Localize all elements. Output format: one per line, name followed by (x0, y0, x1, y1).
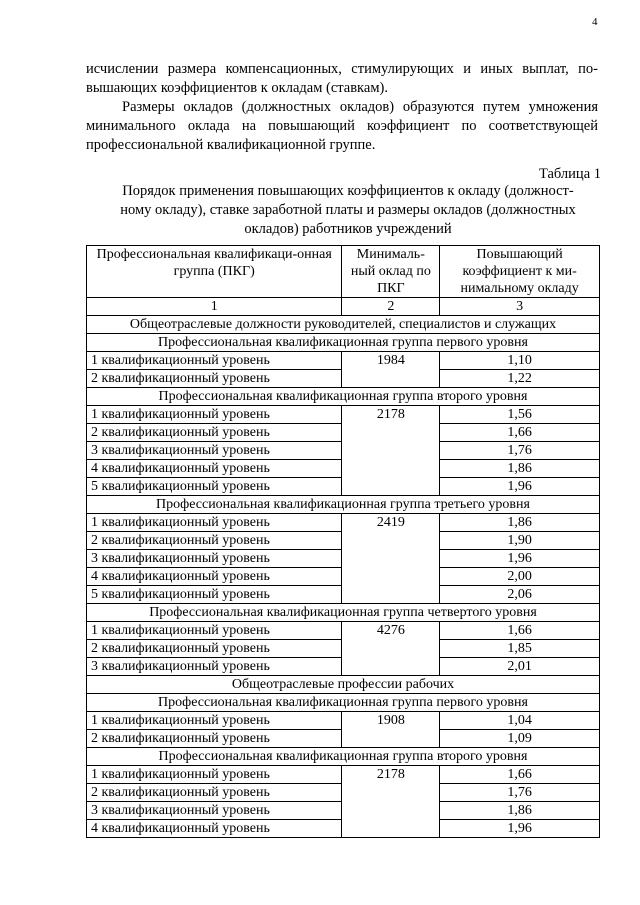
group-title: Профессиональная квалификационная группа первого уровня (87, 694, 600, 712)
group-row (87, 496, 600, 514)
section-title: Общеотраслевые должности руководителей, специалистов и служащих (87, 316, 600, 334)
column-number-row (87, 298, 600, 316)
intro-paragraph-2: Размеры окладов (должностных окладов) образуются путем умножения минимального оклада на повышающий коэффициент по соответствующей профессиональной квалификационной группе. (86, 99, 598, 153)
min-salary: 1984 (342, 352, 440, 388)
level-name: 2 квалификационный уровень (87, 532, 342, 550)
level-row (87, 766, 600, 784)
group-title: Профессиональная квалификационная группа четвертого уровня (87, 604, 600, 622)
column-number: 2 (342, 298, 440, 316)
level-name: 5 квалификационный уровень (87, 586, 342, 604)
min-salary: 2178 (342, 406, 440, 496)
group-title: Профессиональная квалификационная группа третьего уровня (87, 496, 600, 514)
level-name: 2 квалификационный уровень (87, 640, 342, 658)
level-name: 3 квалификационный уровень (87, 442, 342, 460)
intro-paragraph-1: исчислении размера компенсационных, стимулирующих и иных выплат, по-вышающих коэффициентов к окладам (ставкам). (86, 61, 598, 96)
level-name: 1 квалификационный уровень (87, 406, 342, 424)
level-name: 2 квалификационный уровень (87, 730, 342, 748)
coefficient-value: 1,10 (440, 352, 600, 370)
table-caption: Порядок применения повышающих коэффициентов к окладу (должност-ному окладу), ставке заработной платы и размеры окладов (должностных окладов) работников учреждений (120, 183, 576, 237)
group-row (87, 748, 600, 766)
level-name: 4 квалификационный уровень (87, 568, 342, 586)
level-row (87, 514, 600, 532)
coefficient-value: 1,85 (440, 640, 600, 658)
level-name: 3 квалификационный уровень (87, 802, 342, 820)
min-salary: 2419 (342, 514, 440, 604)
section-row (87, 676, 600, 694)
group-row (87, 388, 600, 406)
level-row (87, 712, 600, 730)
level-name: 2 квалификационный уровень (87, 424, 342, 442)
level-name: 1 квалификационный уровень (87, 352, 342, 370)
coefficient-value: 1,66 (440, 424, 600, 442)
header-pkg: Профессиональная квалификаци-онная группа (ПКГ) (87, 246, 342, 298)
level-name: 1 квалификационный уровень (87, 766, 342, 784)
coefficient-value: 1,76 (440, 784, 600, 802)
group-title: Профессиональная квалификационная группа первого уровня (87, 334, 600, 352)
level-name: 2 квалификационный уровень (87, 784, 342, 802)
level-name: 5 квалификационный уровень (87, 478, 342, 496)
header-coefficient: Повышающий коэффициент к ми-нимальному окладу (440, 246, 600, 298)
intro-text (86, 60, 598, 155)
coefficient-value: 1,04 (440, 712, 600, 730)
level-name: 1 квалификационный уровень (87, 712, 342, 730)
coefficient-value: 1,86 (440, 514, 600, 532)
coefficient-value: 1,09 (440, 730, 600, 748)
table-header-row (87, 246, 600, 298)
coefficient-value: 2,06 (440, 586, 600, 604)
coefficient-value: 1,96 (440, 820, 600, 838)
level-row (87, 622, 600, 640)
coefficient-value: 1,22 (440, 370, 600, 388)
coefficient-value: 1,66 (440, 622, 600, 640)
column-number: 1 (87, 298, 342, 316)
coefficient-value: 1,96 (440, 478, 600, 496)
coefficient-value: 2,01 (440, 658, 600, 676)
group-row (87, 604, 600, 622)
coefficient-value: 1,86 (440, 802, 600, 820)
level-name: 2 квалификационный уровень (87, 370, 342, 388)
header-min-salary: Минималь-ный оклад по ПКГ (342, 246, 440, 298)
level-name: 3 квалификационный уровень (87, 658, 342, 676)
table-label: Таблица 1 (538, 166, 601, 182)
level-name: 4 квалификационный уровень (87, 460, 342, 478)
min-salary: 4276 (342, 622, 440, 676)
level-row (87, 406, 600, 424)
column-number: 3 (440, 298, 600, 316)
min-salary: 2178 (342, 766, 440, 838)
coefficient-value: 1,56 (440, 406, 600, 424)
coefficient-value: 1,96 (440, 550, 600, 568)
group-title: Профессиональная квалификационная группа второго уровня (87, 388, 600, 406)
section-title: Общеотраслевые профессии рабочих (87, 676, 600, 694)
level-name: 1 квалификационный уровень (87, 622, 342, 640)
group-title: Профессиональная квалификационная группа второго уровня (87, 748, 600, 766)
coefficient-value: 1,66 (440, 766, 600, 784)
section-row (87, 316, 600, 334)
group-row (87, 334, 600, 352)
page-number: 4 (592, 16, 598, 28)
coefficient-value: 1,90 (440, 532, 600, 550)
min-salary: 1908 (342, 712, 440, 748)
level-name: 1 квалификационный уровень (87, 514, 342, 532)
coefficient-value: 1,86 (440, 460, 600, 478)
level-name: 3 квалификационный уровень (87, 550, 342, 568)
coefficients-table (86, 245, 600, 838)
level-name: 4 квалификационный уровень (87, 820, 342, 838)
group-row (87, 694, 600, 712)
coefficient-value: 2,00 (440, 568, 600, 586)
level-row (87, 352, 600, 370)
coefficient-value: 1,76 (440, 442, 600, 460)
